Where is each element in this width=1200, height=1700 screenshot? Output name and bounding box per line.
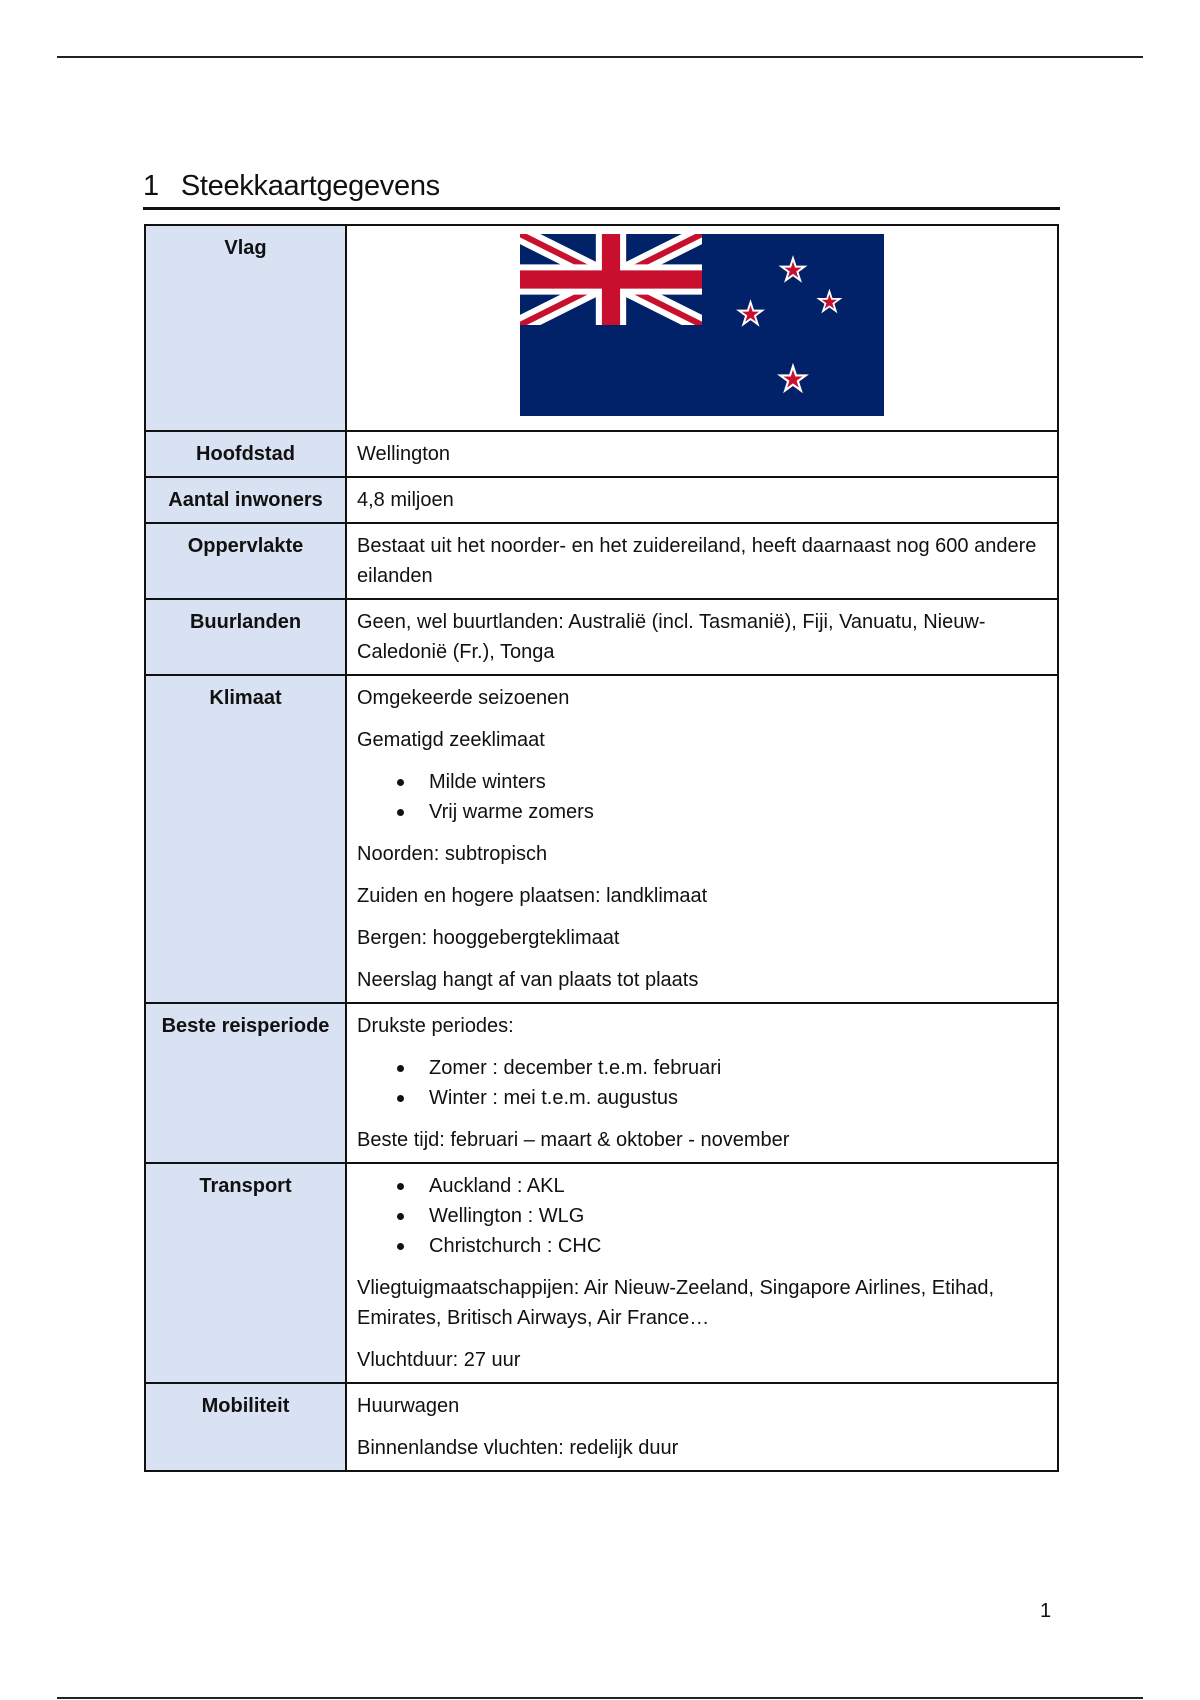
row-climate	[145, 675, 1058, 1003]
list-item: Milde winters	[357, 767, 1047, 797]
climate-bullets	[357, 767, 1047, 827]
list-item: Wellington : WLG	[357, 1201, 1047, 1231]
section-number: 1	[143, 170, 159, 202]
climate-line: Noorden: subtropisch	[357, 843, 548, 865]
row-neighbors	[145, 599, 1058, 675]
list-item: Vrij warme zomers	[357, 797, 1047, 827]
value-travel-period	[346, 1003, 1058, 1163]
label-mobility: Mobiliteit	[145, 1383, 346, 1471]
page-number: 1	[1040, 1600, 1052, 1622]
footer-rule	[57, 1697, 1143, 1699]
section-heading	[143, 170, 1060, 210]
climate-line: Bergen: hooggebergteklimaat	[357, 927, 620, 949]
fact-sheet-table	[144, 224, 1059, 1472]
new-zealand-flag-image	[520, 233, 884, 417]
value-flag	[346, 225, 1058, 431]
list-item: Auckland : AKL	[357, 1171, 1047, 1201]
travel-bullets	[357, 1053, 1047, 1113]
value-climate	[346, 675, 1058, 1003]
travel-line: Beste tijd: februari – maart & oktober - november	[357, 1129, 790, 1151]
climate-line: Zuiden en hogere plaatsen: landklimaat	[357, 885, 708, 907]
section-title: Steekkaartgegevens	[180, 170, 440, 202]
transport-line: Vliegtuigmaatschappijen: Air Nieuw-Zeeland, Singapore Airlines, Etihad, Emirates, Britisch Airways, Air France…	[357, 1277, 995, 1329]
row-area	[145, 523, 1058, 599]
value-capital: Wellington	[346, 431, 1058, 477]
climate-line: Omgekeerde seizoenen	[357, 687, 570, 709]
label-climate: Klimaat	[145, 675, 346, 1003]
label-neighbors: Buurlanden	[145, 599, 346, 675]
label-transport: Transport	[145, 1163, 346, 1383]
transport-line: Vluchtduur: 27 uur	[357, 1349, 521, 1371]
label-population: Aantal inwoners	[145, 477, 346, 523]
label-flag: Vlag	[145, 225, 346, 431]
label-area: Oppervlakte	[145, 523, 346, 599]
value-mobility	[346, 1383, 1058, 1471]
row-mobility	[145, 1383, 1058, 1471]
airport-bullets	[357, 1171, 1047, 1261]
list-item: Winter : mei t.e.m. augustus	[357, 1083, 1047, 1113]
mobility-line: Huurwagen	[357, 1395, 460, 1417]
climate-line: Gematigd zeeklimaat	[357, 729, 545, 751]
row-capital	[145, 431, 1058, 477]
value-area: Bestaat uit het noorder- en het zuidereiland, heeft daarnaast nog 600 andere eilanden	[346, 523, 1058, 599]
climate-line: Neerslag hangt af van plaats tot plaats	[357, 969, 699, 991]
value-neighbors: Geen, wel buurtlanden: Australië (incl. Tasmanië), Fiji, Vanuatu, Nieuw-Caledonië (Fr.), Tonga	[346, 599, 1058, 675]
mobility-line: Binnenlandse vluchten: redelijk duur	[357, 1437, 679, 1459]
list-item: Christchurch : CHC	[357, 1231, 1047, 1261]
row-flag	[145, 225, 1058, 431]
row-travel-period	[145, 1003, 1058, 1163]
label-travel-period: Beste reisperiode	[145, 1003, 346, 1163]
value-transport	[346, 1163, 1058, 1383]
row-population	[145, 477, 1058, 523]
value-population: 4,8 miljoen	[346, 477, 1058, 523]
travel-line: Drukste periodes:	[357, 1015, 514, 1037]
header-rule	[57, 56, 1143, 58]
label-capital: Hoofdstad	[145, 431, 346, 477]
row-transport	[145, 1163, 1058, 1383]
list-item: Zomer : december t.e.m. februari	[357, 1053, 1047, 1083]
